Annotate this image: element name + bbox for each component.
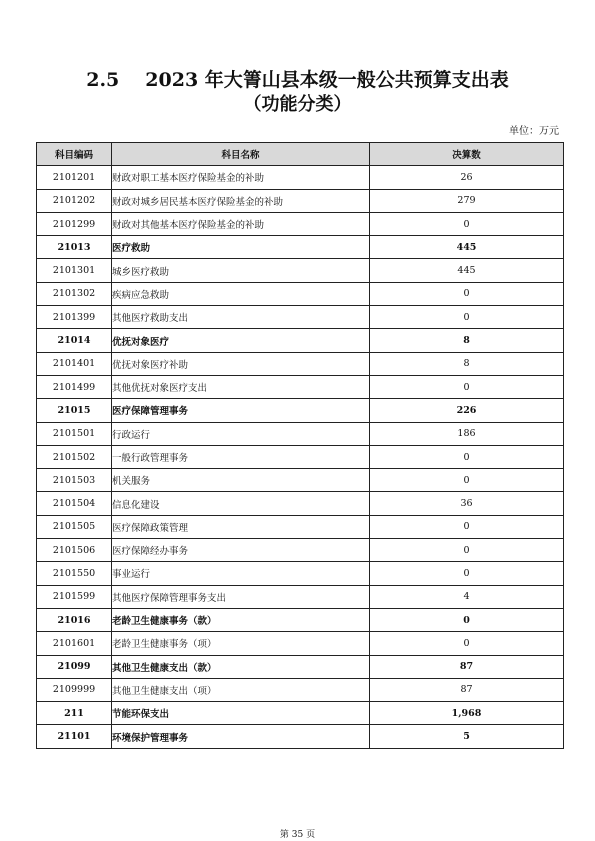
code-cell: 2101502	[37, 445, 112, 468]
page-number: 第 35 页	[279, 830, 316, 840]
table-row	[37, 329, 564, 352]
code-cell: 2101550	[37, 562, 112, 585]
name-cell: 医疗保障政策管理	[112, 515, 370, 538]
name-cell: 财政对其他基本医疗保险基金的补助	[112, 212, 370, 235]
section-number: 2.5	[86, 69, 120, 91]
table-body	[37, 166, 564, 748]
header-value: 决算数	[370, 143, 564, 166]
name-cell: 机关服务	[112, 469, 370, 492]
value-cell: 186	[370, 422, 564, 445]
name-cell: 行政运行	[112, 422, 370, 445]
code-cell: 21015	[37, 399, 112, 422]
name-cell: 节能环保支出	[112, 702, 370, 725]
name-cell: 城乡医疗救助	[112, 259, 370, 282]
value-cell: 0	[370, 539, 564, 562]
page-title	[0, 66, 595, 94]
table-row	[37, 539, 564, 562]
name-cell: 其他医疗保障管理事务支出	[112, 585, 370, 608]
value-cell: 36	[370, 492, 564, 515]
code-cell: 21013	[37, 236, 112, 259]
code-cell: 21016	[37, 608, 112, 631]
value-cell: 4	[370, 585, 564, 608]
table-row	[37, 212, 564, 235]
table-row	[37, 585, 564, 608]
table-row	[37, 282, 564, 305]
value-cell: 5	[370, 725, 564, 748]
title-text: 2023 年大箐山县本级一般公共预算支出表	[145, 69, 509, 91]
code-cell: 2109999	[37, 678, 112, 701]
table-row	[37, 166, 564, 189]
name-cell: 其他卫生健康支出（款）	[112, 655, 370, 678]
code-cell: 2101503	[37, 469, 112, 492]
name-cell: 事业运行	[112, 562, 370, 585]
name-cell: 医疗保障经办事务	[112, 539, 370, 562]
code-cell: 2101302	[37, 282, 112, 305]
value-cell: 8	[370, 352, 564, 375]
value-cell: 0	[370, 445, 564, 468]
name-cell: 环境保护管理事务	[112, 725, 370, 748]
name-cell: 其他优抚对象医疗支出	[112, 375, 370, 398]
value-cell: 0	[370, 632, 564, 655]
page-subtitle: （功能分类）	[243, 94, 352, 115]
name-cell: 疾病应急救助	[112, 282, 370, 305]
value-cell: 0	[370, 375, 564, 398]
name-cell: 优抚对象医疗	[112, 329, 370, 352]
table-row	[37, 445, 564, 468]
table-row	[37, 375, 564, 398]
name-cell: 其他医疗救助支出	[112, 306, 370, 329]
value-cell: 0	[370, 515, 564, 538]
code-cell: 2101499	[37, 375, 112, 398]
code-cell: 2101601	[37, 632, 112, 655]
table-row	[37, 352, 564, 375]
name-cell: 医疗保障管理事务	[112, 399, 370, 422]
code-cell: 2101299	[37, 212, 112, 235]
code-cell: 21099	[37, 655, 112, 678]
table-row	[37, 515, 564, 538]
value-cell: 226	[370, 399, 564, 422]
value-cell: 0	[370, 282, 564, 305]
code-cell: 21101	[37, 725, 112, 748]
table-header-row	[37, 143, 564, 166]
code-cell: 2101504	[37, 492, 112, 515]
unit-label: 单位：万元	[509, 126, 559, 137]
value-cell: 0	[370, 608, 564, 631]
code-cell: 2101401	[37, 352, 112, 375]
name-cell: 其他卫生健康支出（项）	[112, 678, 370, 701]
name-cell: 优抚对象医疗补助	[112, 352, 370, 375]
name-cell: 老龄卫生健康事务（款）	[112, 608, 370, 631]
table-row	[37, 678, 564, 701]
code-cell: 2101599	[37, 585, 112, 608]
table-row	[37, 725, 564, 748]
code-cell: 21014	[37, 329, 112, 352]
name-cell: 财政对城乡居民基本医疗保险基金的补助	[112, 189, 370, 212]
value-cell: 8	[370, 329, 564, 352]
code-cell: 2101505	[37, 515, 112, 538]
value-cell: 87	[370, 678, 564, 701]
table-row	[37, 632, 564, 655]
table-row	[37, 259, 564, 282]
code-cell: 2101506	[37, 539, 112, 562]
code-cell: 211	[37, 702, 112, 725]
name-cell: 老龄卫生健康事务（项）	[112, 632, 370, 655]
header-code: 科目编码	[37, 143, 112, 166]
value-cell: 0	[370, 469, 564, 492]
table-row	[37, 655, 564, 678]
table-row	[37, 399, 564, 422]
code-cell: 2101202	[37, 189, 112, 212]
value-cell: 87	[370, 655, 564, 678]
name-cell: 财政对职工基本医疗保险基金的补助	[112, 166, 370, 189]
value-cell: 26	[370, 166, 564, 189]
value-cell: 0	[370, 562, 564, 585]
table-row	[37, 422, 564, 445]
name-cell: 医疗救助	[112, 236, 370, 259]
table-row	[37, 492, 564, 515]
value-cell: 1,968	[370, 702, 564, 725]
value-cell: 445	[370, 259, 564, 282]
value-cell: 0	[370, 212, 564, 235]
value-cell: 0	[370, 306, 564, 329]
table-row	[37, 236, 564, 259]
table-row	[37, 702, 564, 725]
value-cell: 279	[370, 189, 564, 212]
value-cell: 445	[370, 236, 564, 259]
table-row	[37, 562, 564, 585]
name-cell: 一般行政管理事务	[112, 445, 370, 468]
header-name: 科目名称	[112, 143, 370, 166]
table-row	[37, 608, 564, 631]
code-cell: 2101201	[37, 166, 112, 189]
name-cell: 信息化建设	[112, 492, 370, 515]
table-row	[37, 306, 564, 329]
code-cell: 2101301	[37, 259, 112, 282]
table-row	[37, 189, 564, 212]
table-row	[37, 469, 564, 492]
budget-table	[36, 142, 564, 749]
code-cell: 2101399	[37, 306, 112, 329]
code-cell: 2101501	[37, 422, 112, 445]
